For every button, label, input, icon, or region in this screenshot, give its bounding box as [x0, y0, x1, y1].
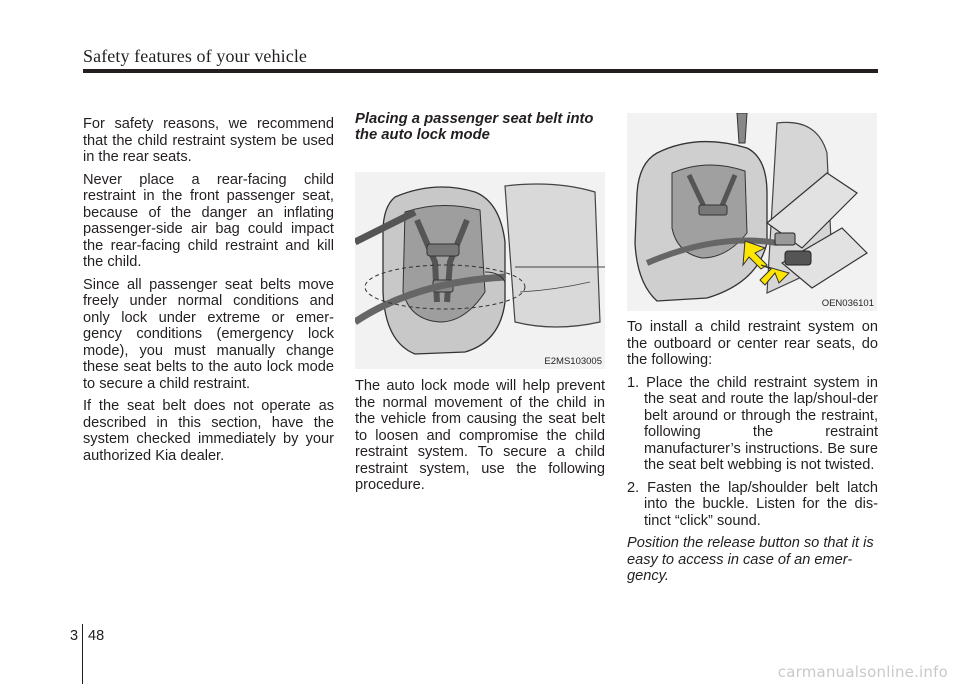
buckle-fasten-figure	[627, 113, 877, 311]
column-3	[627, 111, 878, 591]
steps-list	[627, 375, 878, 530]
column-1	[83, 116, 334, 470]
child-seat-illustration	[355, 172, 605, 369]
footer-rule	[82, 624, 83, 684]
child-seat-rear-figure	[355, 172, 605, 369]
chapter-number: 3	[70, 628, 79, 644]
figure-code: OEN036101	[821, 298, 874, 309]
paragraph: To install a child restraint system on the outboard or center rear seats, do the following:	[627, 319, 878, 368]
paragraph: The auto lock mode will help prevent the normal movement of the child in the vehicle from causing the seat belt to loosen and compromise the child restraint system. To secure a child restraint system, use the following procedure.	[355, 378, 605, 493]
paragraph: Never place a rear-facing child restraint in the front passenger seat, because of the danger an inflating passenger-side air bag could impact the rear-facing child restraint and kill the child.	[83, 171, 334, 270]
watermark: carmanualsonline.info	[777, 663, 948, 681]
figure-code: E2MS103005	[544, 356, 602, 367]
paragraph: Since all passenger seat belts move freely under normal conditions and only lock under extreme or emer-gency conditions (emergency lock mode), you must manually change these seat belts to the auto lock mode to secure a child restraint.	[83, 276, 334, 392]
section-heading: Placing a passenger seat belt into the auto lock mode	[355, 111, 594, 143]
paragraph: For safety reasons, we recommend that the child restraint system be used in the rear seats.	[83, 116, 334, 165]
header-rule	[83, 69, 878, 73]
list-item: 1. Place the child restraint system in the seat and route the lap/shoul-der belt around or through the restraint, following the restraint manufacturer’s instructions. Be sure the seat belt webbing is not twisted.	[627, 374, 878, 473]
page-number: 48	[88, 628, 105, 644]
list-item: 2. Fasten the lap/shoulder belt latch into the buckle. Listen for the dis-tinct “click” sound.	[627, 479, 878, 529]
buckle-illustration	[627, 113, 877, 311]
paragraph: If the seat belt does not operate as described in this section, have the system checked immediately by your authorized Kia dealer.	[83, 398, 334, 464]
column-2	[355, 111, 605, 500]
italic-note: Position the release button so that it is easy to access in case of an emer-gency.	[627, 535, 874, 584]
page-header-title: Safety features of your vehicle	[83, 46, 308, 66]
